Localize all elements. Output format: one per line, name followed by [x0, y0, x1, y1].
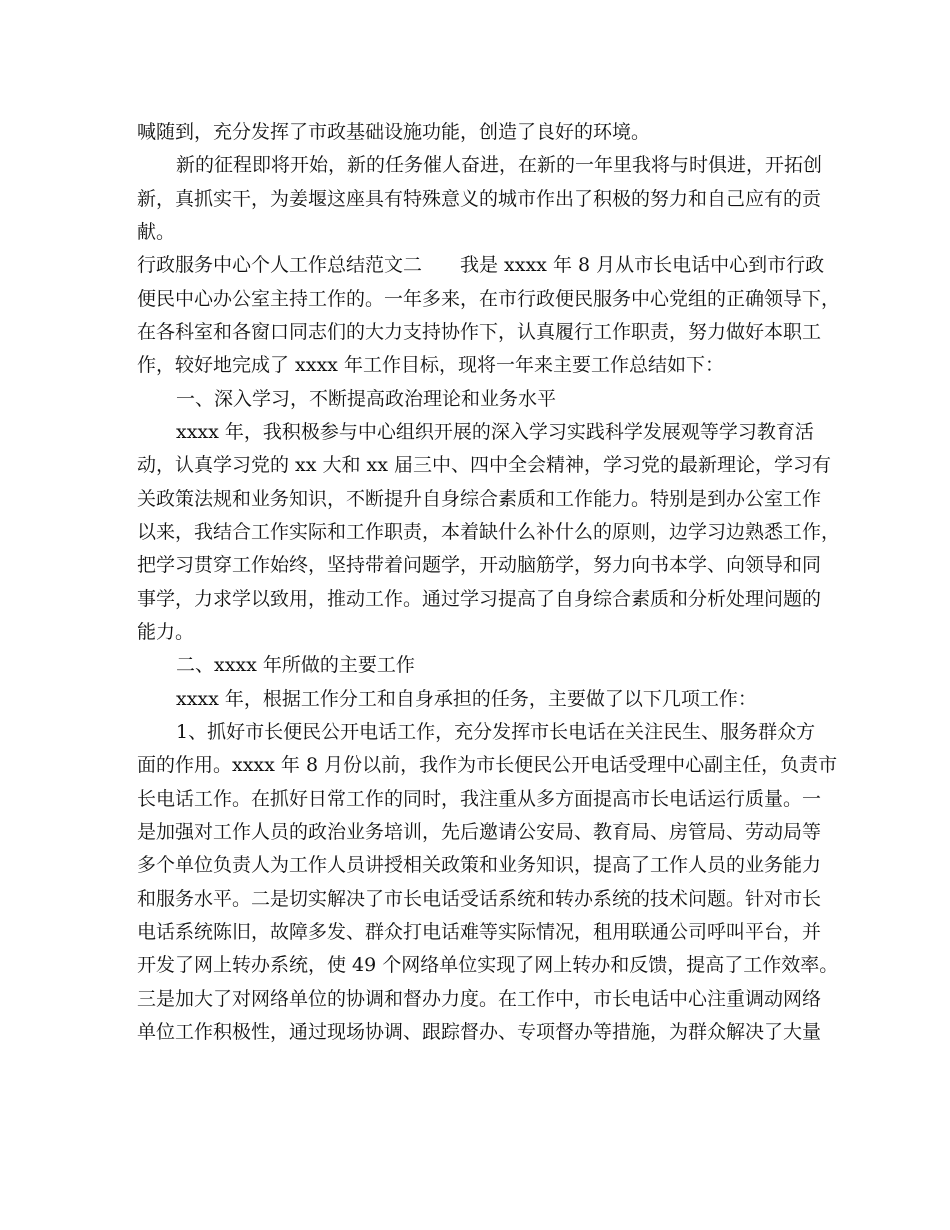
paragraph-line: 新的征程即将开始，新的任务催人奋进，在新的一年里我将与时俱进，开拓创: [176, 154, 823, 176]
paragraph-line: 作，较好地完成了 xxxx 年工作目标，现将一年来主要工作总结如下：: [137, 354, 724, 376]
paragraph-line: 动，认真学习党的 xx 大和 xx 届三中、四中全会精神，学习党的最新理论，学习有: [137, 454, 832, 476]
paragraph-line: 多个单位负责人为工作人员讲授相关政策和业务知识，提高了工作人员的业务能力: [137, 854, 822, 876]
paragraph-line: xxxx 年，我积极参与中心组织开展的深入学习实践科学发展观等学习教育活: [176, 421, 814, 443]
paragraph-line: 电话系统陈旧，故障多发、群众打电话难等实际情况，租用联通公司呼叫平台，并: [137, 921, 822, 943]
paragraph-line: 献。: [137, 221, 176, 243]
paragraph-line: 在各科室和各窗口同志们的大力支持协作下，认真履行工作职责，努力做好本职工: [137, 321, 822, 343]
heading-line: 二、xxxx 年所做的主要工作: [176, 654, 415, 676]
paragraph-line: 三是加大了对网络单位的协调和督办力度。在工作中，市长电话中心注重调动网络: [137, 988, 822, 1010]
heading-line: 一、深入学习，不断提高政治理论和业务水平: [176, 388, 557, 410]
paragraph-line: 面的作用。xxxx 年 8 月份以前，我作为市长便民公开电话受理中心副主任，负责市: [137, 754, 838, 776]
paragraph-line: 新，真抓实干，为姜堰这座具有特殊意义的城市作出了积极的努力和自己应有的贡: [137, 188, 822, 210]
paragraph-line: 能力。: [137, 621, 195, 643]
paragraph-line: 1、抓好市长便民公开电话工作，充分发挥市长电话在关注民生、服务群众方: [176, 721, 816, 743]
paragraph-line: 把学习贯穿工作始终，坚持带着问题学，开动脑筋学，努力向书本学、向领导和同: [137, 554, 822, 576]
paragraph-line: 喊随到，充分发挥了市政基础设施功能，创造了良好的环境。: [137, 121, 651, 143]
paragraph-line: 是加强对工作人员的政治业务培训，先后邀请公安局、教育局、房管局、劳动局等: [137, 821, 822, 843]
paragraph-line: 开发了网上转办系统，使 49 个网络单位实现了网上转办和反馈，提高了工作效率。: [137, 954, 839, 976]
paragraph-line: 事学，力求学以致用，推动工作。通过学习提高了自身综合素质和分析处理问题的: [137, 588, 822, 610]
paragraph-line: xxxx 年，根据工作分工和自身承担的任务，主要做了以下几项工作：: [176, 688, 757, 710]
paragraph-line: 长电话工作。在抓好日常工作的同时，我注重从多方面提高市长电话运行质量。一: [137, 788, 822, 810]
paragraph-line: 单位工作积极性，通过现场协调、跟踪督办、专项督办等措施，为群众解决了大量: [137, 1021, 822, 1043]
paragraph-line: 以来，我结合工作实际和工作职责，本着缺什么补什么的原则，边学习边熟悉工作，: [137, 521, 841, 543]
section-title-line: 行政服务中心个人工作总结范文二 我是 xxxx 年 8 月从市长电话中心到市行政: [137, 254, 825, 276]
paragraph-line: 便民中心办公室主持工作的。一年多来，在市行政便民服务中心党组的正确领导下，: [137, 288, 841, 310]
paragraph-line: 和服务水平。二是切实解决了市长电话受话系统和转办系统的技术问题。针对市长: [137, 888, 822, 910]
paragraph-line: 关政策法规和业务知识，不断提升自身综合素质和工作能力。特别是到办公室工作: [137, 488, 822, 510]
